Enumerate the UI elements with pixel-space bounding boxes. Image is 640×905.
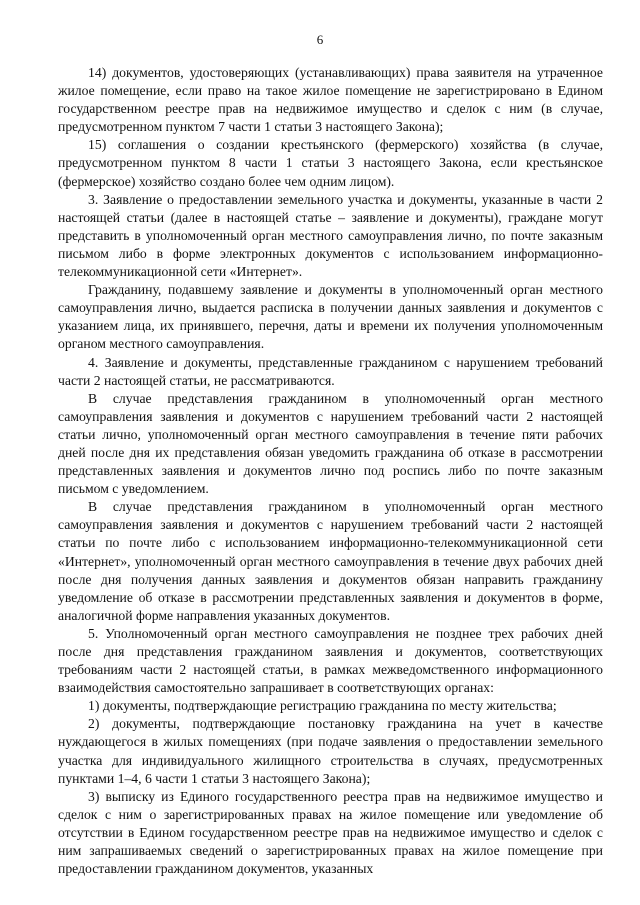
paragraph-item-15: 15) соглашения о создании крестьянского (фермерского) хозяйства (в случае, предусмотренном пунктом 8 части 1 статьи 3 настоящего Закона, если крестьянское (фермерское) хозяйство создано более чем одним лицом).: [58, 137, 603, 189]
paragraph-part-5: 5. Уполномоченный орган местного самоуправления не позднее трех рабочих дней после дня представления гражданином заявления и документов, соответствующих требованиям части 2 настоящей статьи, в рамках межведомственного информационного взаимодействия самостоятельно запрашивает в соответствующих органах:: [58, 625, 603, 696]
paragraph-part-4: 4. Заявление и документы, представленные гражданином с нарушением требований части 2 настоящей статьи, не рассматриваются.: [58, 354, 603, 388]
paragraph-list-item-2: 2) документы, подтверждающие постановку гражданина на учет в качестве нуждающегося в жилых помещениях (при подаче заявления о предоставлении земельного участка для индивидуального жилищного строительства в случаях, предусмотренных пунктами 1–4, 6 части 1 статьи 3 настоящего Закона);: [58, 716, 603, 786]
paragraph-postal-submission: В случае представления гражданином в уполномоченный орган местного самоуправления заявления и документов с нарушением требований части 2 настоящей статьи по почте либо с использованием информационно-телекоммуникационной сети «Интернет», уполномоченный орган местного самоуправления в течение двух рабочих дней после дня получения данных заявления и документов обязан направить гражданину уведомление об отказе в рассмотрении представленных заявления и документов в форме, аналогичной форме направления указанных документов.: [58, 499, 603, 623]
document-body: [58, 64, 603, 878]
paragraph-receipt: Гражданину, подавшему заявление и документы в уполномоченный орган местного самоуправления лично, выдается расписка в получении данных заявления и документов с указанием лица, их принявшего, перечня, даты и времени их получения уполномоченным органом местного самоуправления.: [58, 282, 603, 352]
paragraph-part-3: 3. Заявление о предоставлении земельного участка и документы, указанные в части 2 настоящей статьи (далее в настоящей статье – заявление и документы), граждане могут представить в уполномоченный орган местного самоуправления лично, по почте заказным письмом либо в форме электронных документов с использованием информационно-телекоммуникационной сети «Интернет».: [58, 191, 603, 280]
page-number: 6: [316, 32, 324, 47]
paragraph-personal-submission: В случае представления гражданином в уполномоченный орган местного самоуправления заявления и документов с нарушением требований части 2 настоящей статьи лично, уполномоченный орган местного самоуправления в течение пяти рабочих дней после дня их представления обязан уведомить гражданина об отказе в рассмотрении представленных заявления и документов лично под роспись либо по почте заказным письмом с уведомлением.: [58, 390, 603, 497]
paragraph-item-14: 14) документов, удостоверяющих (устанавливающих) права заявителя на утраченное жилое помещение, если право на такое жилое помещение не зарегистрировано в Едином государственном реестре прав на недвижимое имущество и сделок с ним (в случае, предусмотренном пунктом 7 части 1 статьи 3 настоящего Закона);: [58, 65, 603, 135]
paragraph-list-item-3: 3) выписку из Единого государственного реестра прав на недвижимое имущество и сделок с ним о зарегистрированных правах на жилое помещение или уведомление об отсутствии в Едином государственном реестре прав на недвижимое имущество и сделок с ним запрашиваемых сведений о зарегистрированных правах на жилое помещение при предоставлении гражданином документов, указанных: [58, 788, 603, 877]
paragraph-list-item-1: 1) документы, подтверждающие регистрацию гражданина по месту жительства;: [88, 698, 557, 714]
